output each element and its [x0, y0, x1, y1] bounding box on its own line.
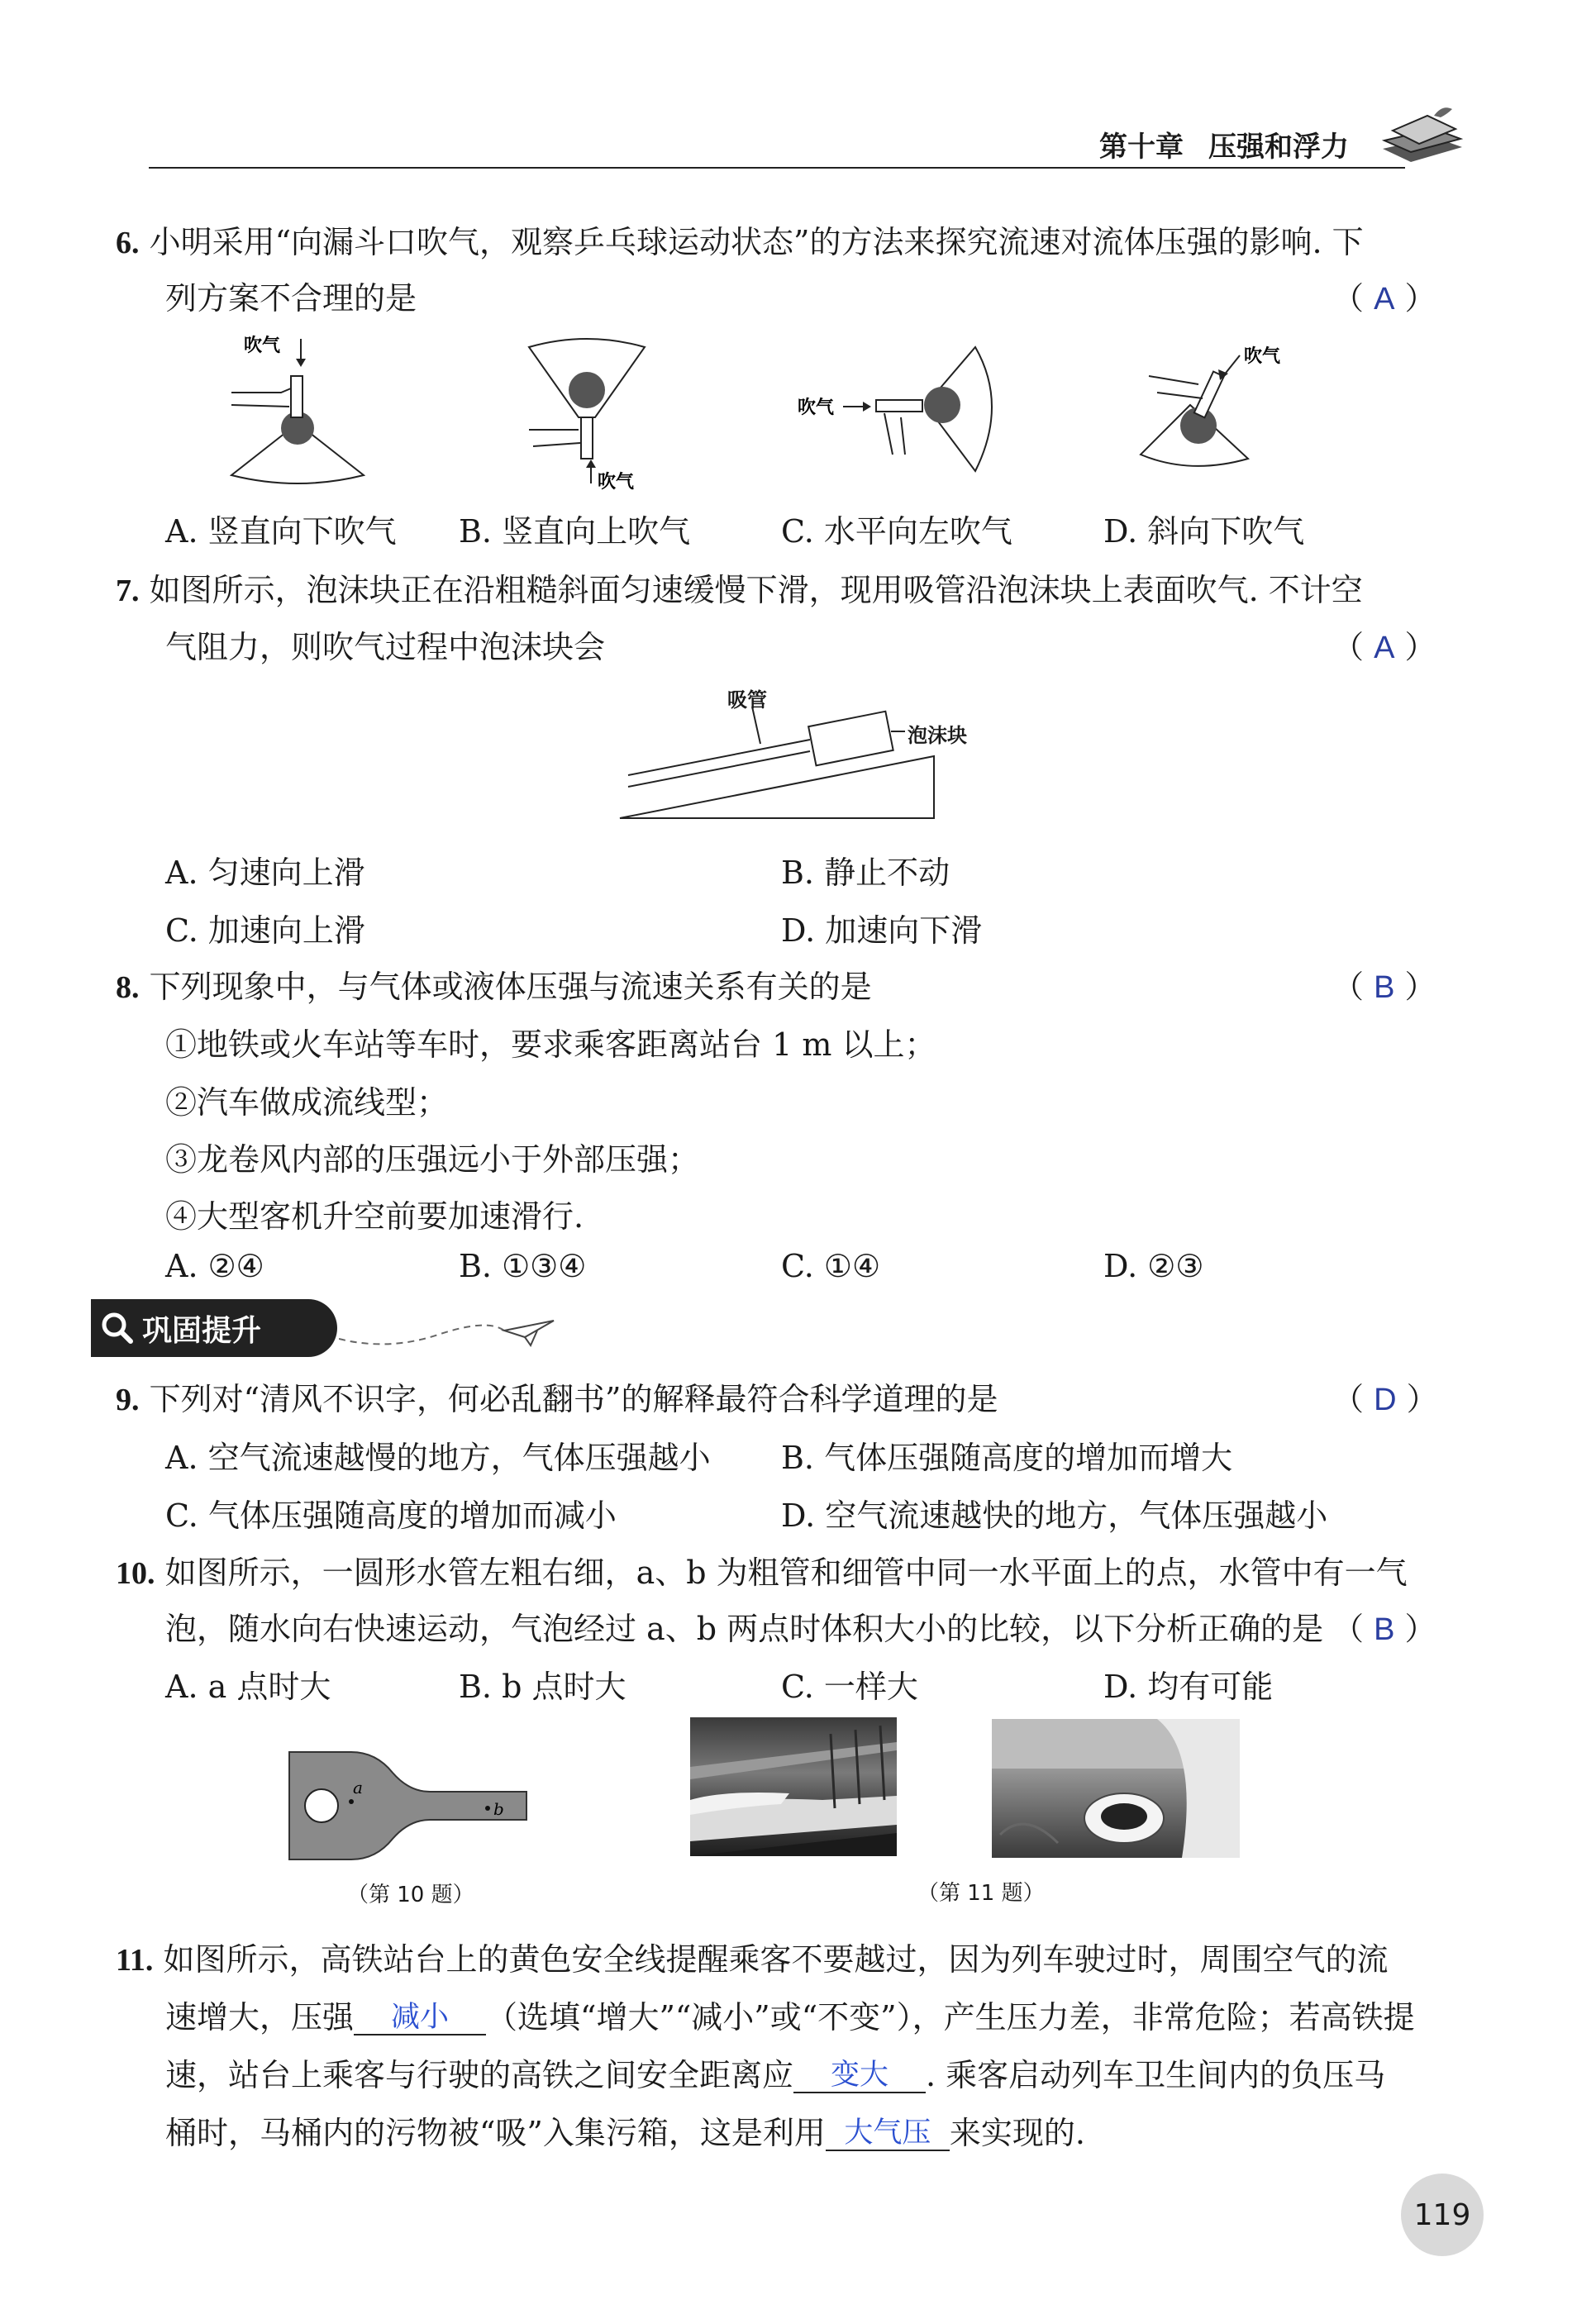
q11-text-4a: 桶时，马桶内的污物被“吸”入集污箱，这是利用: [165, 2115, 826, 2151]
q7-answer-bracket: （ A ）: [1332, 629, 1436, 665]
q10-line1: [116, 1547, 1408, 1593]
q10-option-c: C. 一样大: [781, 1669, 918, 1705]
books-icon: [1376, 98, 1467, 172]
q6-option-c: C. 水平向左吹气: [781, 513, 1012, 550]
q11-text-2a: 速增大，压强: [165, 1999, 355, 2035]
q7-incline-figure: [612, 678, 975, 826]
q6-line1: [116, 217, 1364, 262]
q11-line2: [165, 1992, 1415, 2037]
q7-option-c: C. 加速向上滑: [165, 912, 365, 949]
q10-option-a: A. a 点时大: [165, 1669, 331, 1705]
header-rule: [149, 167, 1405, 169]
q11-line1: [116, 1934, 1389, 1979]
q8-option-b: B. ①③④: [459, 1248, 587, 1284]
q11-text-4b: 来实现的.: [949, 2115, 1085, 2151]
chapter-number: 第十章: [1099, 131, 1184, 164]
q7-foam-label: 泡沫块: [908, 724, 967, 747]
q6-option-a: A. 竖直向下吹气: [165, 513, 397, 550]
q6-figure-b-label: 吹气: [598, 472, 635, 493]
q11-line3: [165, 2050, 1385, 2095]
q6-answer-bracket: （ A ）: [1332, 280, 1436, 317]
q9-option-d: D. 空气流速越快的地方，气体压强越小: [781, 1497, 1328, 1534]
q11-blank-2[interactable]: 变大: [793, 2059, 926, 2093]
chapter-header: [1099, 124, 1349, 164]
q8-number: 8.: [116, 970, 140, 1005]
q8-item-1: ①地铁或火车站等车时，要求乘客距离站台 1 m 以上；: [165, 1026, 936, 1063]
q6-figures: [215, 331, 1372, 496]
q8-line1: [116, 961, 872, 1007]
q10-option-d: D. 均有可能: [1103, 1669, 1274, 1705]
q9-option-b: B. 气体压强随高度的增加而增大: [781, 1440, 1233, 1476]
bubble: [305, 1789, 338, 1822]
q6-figure-d-label: 吹气: [1244, 346, 1281, 367]
q6-text-1: 小明采用“向漏斗口吹气，观察乒乓球运动状态”的方法来探究流速对流体压强的影响. 下: [149, 224, 1364, 260]
toilet-photo-image: [992, 1719, 1240, 1858]
q7-number: 7.: [116, 574, 140, 608]
q8-text-1: 下列现象中，与气体或液体压强与流速关系有关的是: [149, 969, 872, 1005]
q9-text-1: 下列对“清风不识字，何必乱翻书”的解释最符合科学道理的是: [149, 1381, 998, 1417]
train-photo-image: [690, 1717, 897, 1856]
q9-answer-bracket: （ D ）: [1332, 1381, 1438, 1417]
q8-item-2: ②汽车做成流线型；: [165, 1084, 449, 1121]
q11-number: 11.: [116, 1943, 154, 1978]
q8-item-4: ④大型客机升空前要加速滑行.: [165, 1198, 584, 1235]
q11-text-2b: （选填“增大”“减小”或“不变”），产生压力差，非常危险；若高铁提: [486, 1999, 1415, 2035]
q6-figure-c: [843, 347, 992, 471]
chapter-title: 压强和浮力: [1208, 131, 1349, 164]
q6-text-2: 列方案不合理的是: [165, 280, 417, 317]
q10-caption: （第 10 题）: [347, 1883, 474, 1907]
q8-option-d: D. ②③: [1103, 1248, 1204, 1284]
q10-answer: B: [1374, 1612, 1395, 1647]
q8-option-c: C. ①④: [781, 1248, 881, 1284]
q6-figure-b: [529, 339, 645, 483]
q6-option-d: D. 斜向下吹气: [1103, 513, 1305, 550]
q6-number: 6.: [116, 226, 140, 260]
q6-figure-a-label: 吹气: [244, 336, 281, 356]
q11-blank-1[interactable]: 减小: [354, 2001, 486, 2035]
q7-answer: A: [1374, 631, 1395, 665]
q8-option-a: A. ②④: [165, 1248, 264, 1284]
q10-text-2: 泡，随水向右快速运动，气泡经过 a、b 两点时体积大小的比较，以下分析正确的是: [165, 1611, 1324, 1647]
q10-answer-bracket: （ B ）: [1332, 1611, 1436, 1647]
train-photo: [690, 1717, 897, 1856]
q9-option-c: C. 气体压强随高度的增加而减小: [165, 1497, 617, 1534]
toilet-photo: [992, 1719, 1240, 1858]
q10-point-a: a: [353, 1778, 363, 1797]
q8-answer-bracket: （ B ）: [1332, 969, 1436, 1005]
q9-answer: D: [1374, 1383, 1397, 1417]
q6-figure-a: [231, 339, 364, 483]
q7-line1: [116, 564, 1363, 610]
q7-option-a: A. 匀速向上滑: [165, 855, 365, 891]
q7-straw-label: 吸管: [727, 688, 767, 712]
q10-option-b: B. b 点时大: [459, 1669, 626, 1705]
q6-figure-d: [1141, 355, 1248, 466]
q10-text-1: 如图所示，一圆形水管左粗右细，a、b 为粗管和细管中同一水平面上的点，水管中有一气: [164, 1555, 1408, 1591]
q11-text-3b: . 乘客启动列车卫生间内的负压马: [926, 2057, 1386, 2093]
section-title: 巩固提升: [142, 1313, 262, 1348]
q11-text-3a: 速，站台上乘客与行驶的高铁之间安全距离应: [165, 2057, 794, 2093]
q6-figure-c-label: 吹气: [798, 398, 835, 418]
q10-number: 10.: [116, 1556, 155, 1591]
q6-option-b: B. 竖直向上吹气: [459, 513, 691, 550]
q6-answer: A: [1374, 282, 1395, 317]
q11-caption: （第 11 题）: [917, 1881, 1045, 1906]
q7-text-1: 如图所示，泡沫块正在沿粗糙斜面匀速缓慢下滑，现用吸管沿泡沫块上表面吹气. 不计空: [149, 572, 1363, 608]
q9-line1: [116, 1374, 998, 1419]
page-number: 119: [1401, 2174, 1484, 2256]
q9-option-a: A. 空气流速越慢的地方，气体压强越小: [165, 1440, 711, 1476]
q11-line4: [165, 2107, 1085, 2153]
q7-option-d: D. 加速向下滑: [781, 912, 983, 949]
magnifier-icon: [99, 1310, 136, 1346]
q9-number: 9.: [116, 1383, 140, 1417]
q8-item-3: ③龙卷风内部的压强远小于外部压强；: [165, 1141, 700, 1178]
q10-point-b: b: [493, 1799, 504, 1819]
q7-option-b: B. 静止不动: [781, 855, 950, 891]
q11-blank-3[interactable]: 大气压: [826, 2116, 950, 2151]
q11-text-1: 如图所示，高铁站台上的黄色安全线提醒乘客不要越过，因为列车驶过时，周围空气的流: [163, 1941, 1389, 1978]
q8-answer: B: [1374, 970, 1395, 1005]
section-badge: [91, 1299, 337, 1357]
paper-plane-decoration: [339, 1306, 587, 1355]
q7-text-2: 气阻力，则吹气过程中泡沫块会: [165, 629, 606, 665]
q10-pipe-figure: [285, 1744, 616, 1868]
